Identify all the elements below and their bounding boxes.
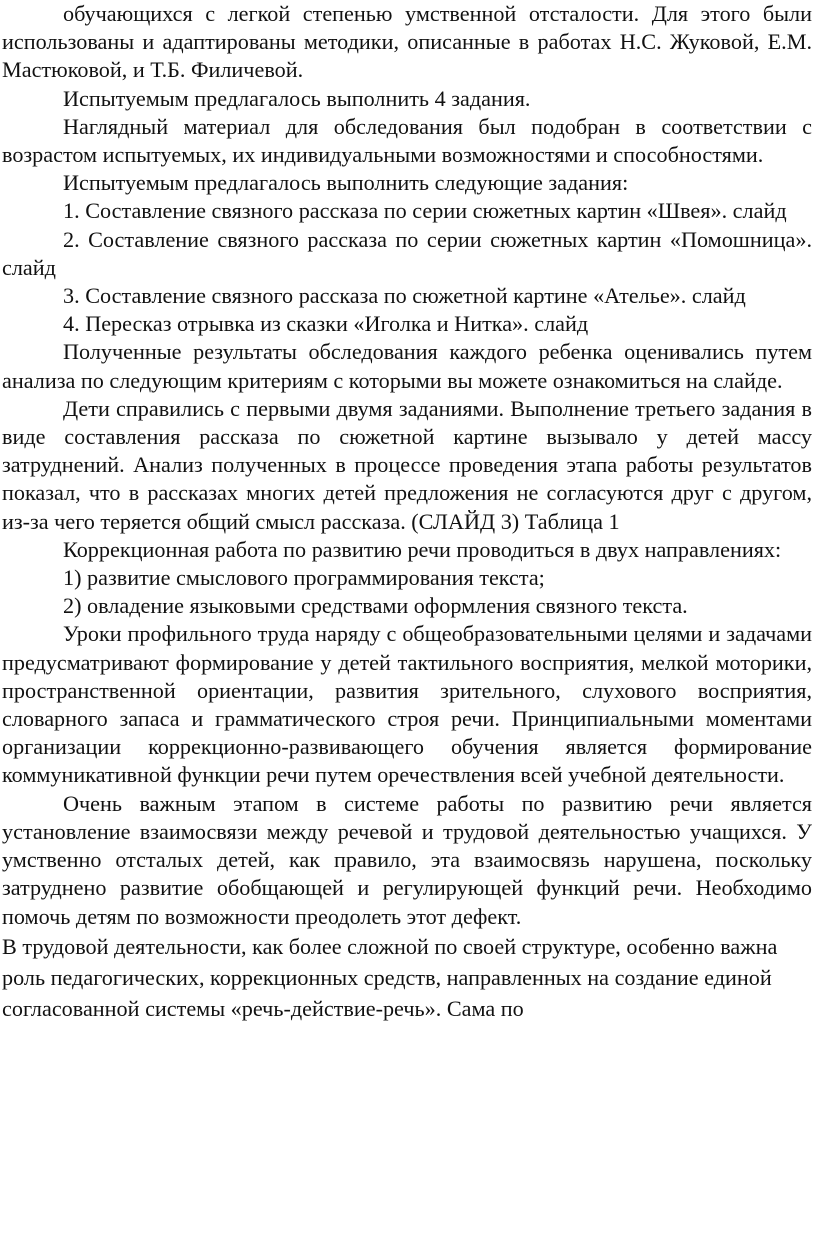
paragraph-direction-1: 1) развитие смыслового программирования текста;: [63, 565, 545, 591]
paragraph-correction-directions: Коррекционная работа по развитию речи проводиться в двух направлениях:: [63, 536, 782, 562]
paragraph-task-list-intro: Испытуемым предлагалось выполнить следующие задания:: [63, 170, 629, 196]
paragraph-task-3: 3. Составление связного рассказа по сюжетной картине «Ателье». слайд: [63, 283, 746, 309]
paragraph-task-1: 1. Составление связного рассказа по серии сюжетных картин «Швея». слайд: [63, 198, 787, 224]
paragraph-direction-2: 2) овладение языковыми средствами оформления связного текста.: [63, 593, 688, 619]
paragraph-task-4: 4. Пересказ отрывка из сказки «Иголка и Нитка». слайд: [63, 311, 589, 337]
paragraph-labor-activity: В трудовой деятельности, как более сложной по своей структуре, особенно важна роль педагогических, коррекционных средств, направленных на создание единой согласованной системы «речь-действие-речь». Сама по: [2, 933, 778, 1021]
paragraph-visual-material: Наглядный материал для обследования был подобран в соответствии с возрастом испытуемых, их индивидуальными возможностями и способностями.: [2, 113, 812, 168]
paragraph-results-analysis: Дети справились с первыми двумя заданиями. Выполнение третьего задания в виде составления рассказа по сюжетной картине вызывало у детей массу затруднений. Анализ полученных в процессе проведения этапа работы результатов показал, что в рассказах многих детей предложения не согласуются друг с другом, из-за чего теряется общий смысл рассказа. (СЛАЙД 3) Таблица 1: [2, 395, 812, 534]
paragraph-results-evaluation: Полученные результаты обследования каждого ребенка оценивались путем анализа по следующим критериям с которыми вы можете ознакомиться на слайде.: [2, 339, 812, 393]
paragraph-task-2: 2. Составление связного рассказа по серии сюжетных картин «Помошница». слайд: [2, 226, 812, 280]
paragraph-task-count: Испытуемым предлагалось выполнить 4 задания.: [63, 85, 531, 111]
paragraph-methods-intro: обучающихся с легкой степенью умственной отсталости. Для этого были использованы и адаптированы методики, описанные в работах Н.С. Жуковой, Е.М. Мастюковой, и Т.Б. Филичевой.: [2, 1, 812, 83]
paragraph-labor-lessons: Уроки профильного труда наряду с общеобразовательными целями и задачами предусматривают формирование у детей тактильного восприятия, мелкой моторики, пространственной ориентации, развития зрительного, слухового восприятия, словарного запаса и грамматического строя речи. Принципиальными моментами организации коррекционно-развивающего обучения является формирование коммуникативной функции речи путем оречествления всей учебной деятельности.: [2, 621, 812, 788]
paragraph-speech-labor-link: Очень важным этапом в системе работы по развитию речи является установление взаимосвязи между речевой и трудовой деятельностью учащихся. У умственно отсталых детей, как правило, эта взаимосвязь нарушена, поскольку затруднено развитие обобщающей и регулирующей функций речи. Необходимо помочь детям по возможности преодолеть этот дефект.: [2, 790, 812, 929]
